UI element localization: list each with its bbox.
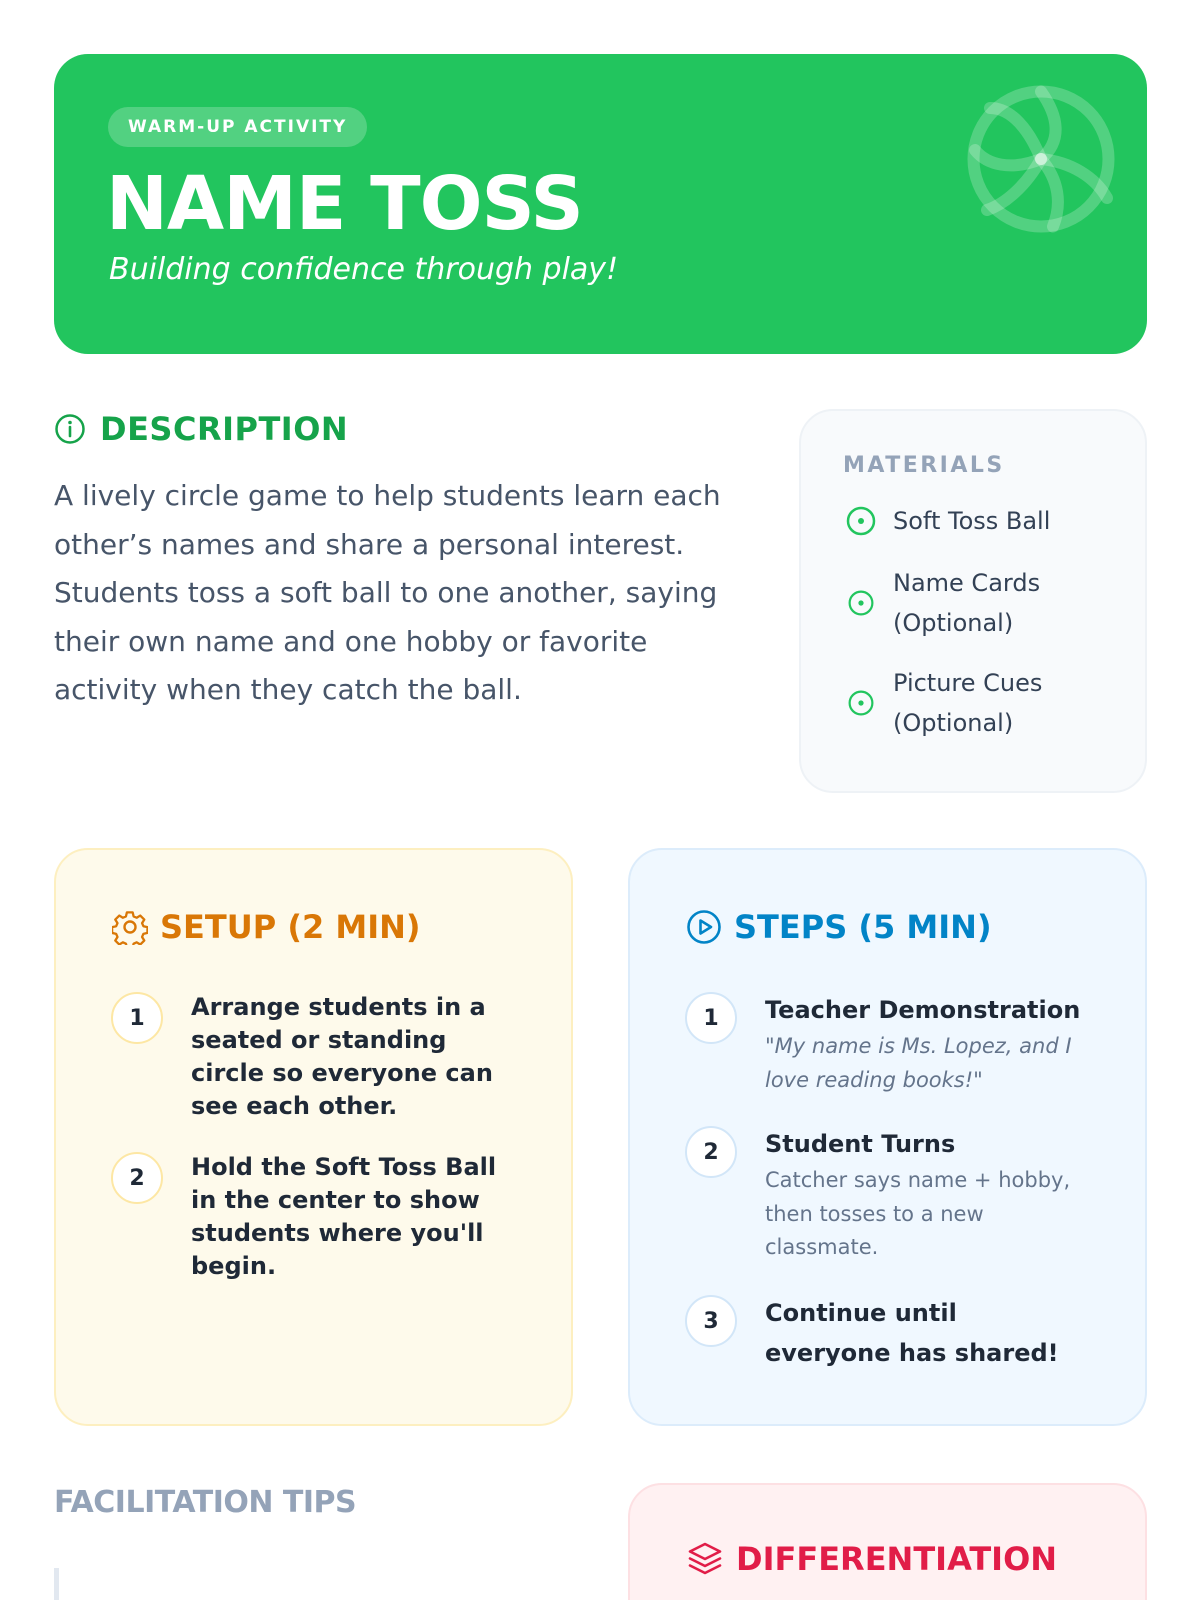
steps-heading [686,908,992,946]
activity-subtitle: Building confidence through play! [109,252,619,287]
setup-heading-label: SETUP (2 MIN) [160,908,421,946]
steps-item-number: 3 [685,1295,737,1347]
setup-heading [112,908,421,946]
steps-item-title: Teacher Demonstration [765,996,1081,1024]
materials-card [799,409,1147,793]
materials-item-label: Picture Cues (Optional) [893,669,1043,737]
volleyball-icon [966,84,1116,234]
activity-type-badge: WARM-UP ACTIVITY [108,107,367,147]
materials-item-label: Name Cards (Optional) [893,569,1041,637]
materials-title: MATERIALS [843,453,1005,478]
steps-item-title: Student Turns [765,1130,956,1158]
steps-heading-label: STEPS (5 MIN) [734,908,992,946]
steps-item-title: Continue until everyone has shared! [765,1299,1059,1367]
target-icon [847,589,875,617]
description-heading [54,410,348,448]
steps-item-number: 1 [685,992,737,1044]
setup-step-text: Hold the Soft Toss Ball in the center to show students where you'll begin. [191,1153,497,1280]
materials-item-label: Soft Toss Ball [893,507,1051,535]
tips-accent-bar [54,1568,59,1600]
steps-item-detail: "My name is Ms. Lopez, and I love reading books!" [765,1034,1072,1092]
setup-step-number: 1 [111,992,163,1044]
play-circle-icon [686,909,722,945]
gear-icon [112,909,148,945]
steps-card [628,848,1147,1426]
layers-icon [686,1540,724,1578]
steps-item-number: 2 [685,1126,737,1178]
steps-item-detail: Catcher says name + hobby, then tosses to a new classmate. [765,1168,1071,1259]
materials-item [841,663,1131,743]
description-text: A lively circle game to help students learn each other’s names and share a personal interest. Students toss a soft ball to one another, saying their own name and one hobby or favorite activity when they catch the ball. [54,479,721,706]
differentiation-card [628,1483,1147,1600]
materials-item [841,563,1131,643]
facilitation-tips-heading: FACILITATION TIPS [54,1485,357,1520]
differentiation-heading [686,1540,1057,1578]
activity-title: NAME TOSS [106,161,583,247]
activity-header [54,54,1147,354]
setup-step-number: 2 [111,1152,163,1204]
target-icon [845,505,877,537]
description-heading-label: DESCRIPTION [100,410,349,448]
info-icon [54,413,86,445]
setup-card [54,848,573,1426]
target-icon [847,689,875,717]
materials-item [841,501,1131,541]
setup-step-text: Arrange students in a seated or standing circle so everyone can see each other. [191,993,493,1120]
differentiation-heading-label: DIFFERENTIATION [736,1540,1058,1578]
